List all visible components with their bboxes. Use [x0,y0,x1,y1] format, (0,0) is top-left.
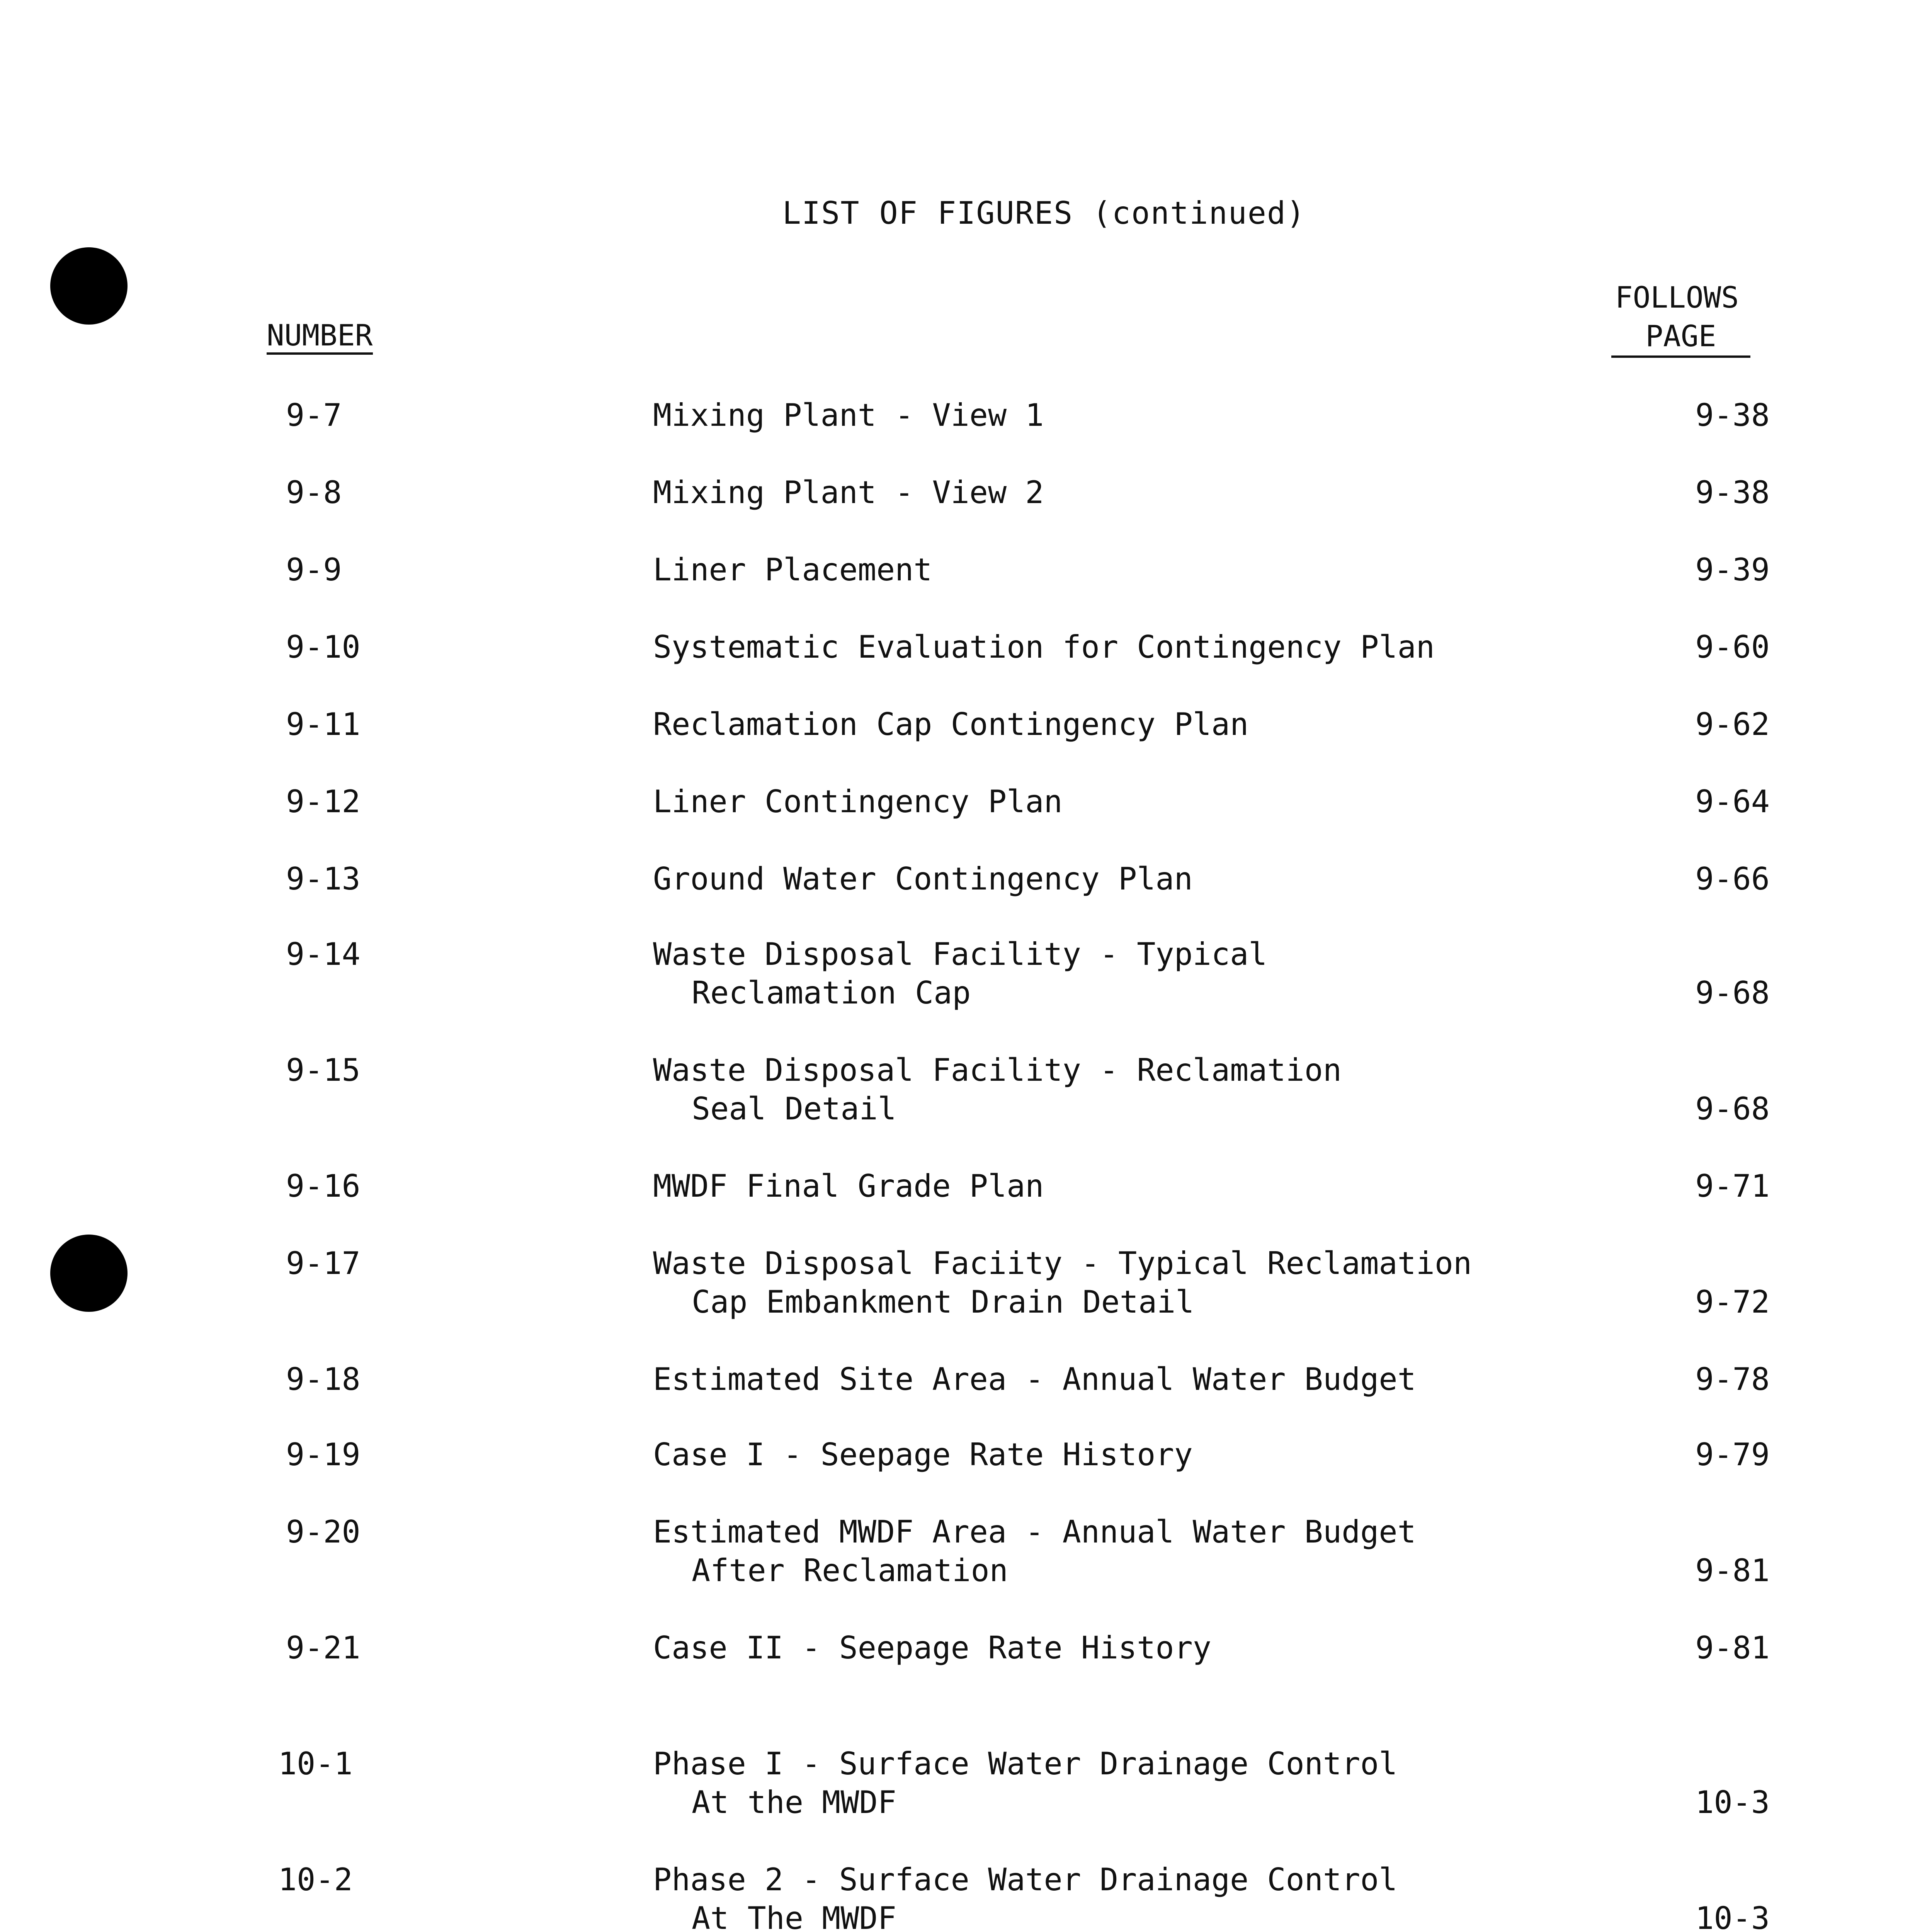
figure-title-line: Waste Disposal Facility - Reclamation [653,1052,1342,1088]
figure-title-line: Liner Placement [653,552,932,588]
figure-title-continuation: At The MWDF [692,1900,896,1932]
figure-page: 9-39 [1695,552,1770,588]
figure-page: 9-78 [1695,1361,1770,1397]
figure-title [653,1435,1542,1474]
number-column-header: NUMBER [267,321,373,355]
figure-title-line: Waste Disposal Faciity - Typical Reclamation [653,1245,1472,1281]
figure-number: 9-13 [286,861,361,897]
figure-title [653,628,1542,667]
figure-number: 9-15 [286,1052,361,1088]
figure-page: 9-64 [1695,784,1770,820]
figure-title [653,473,1542,512]
figure-title-continuation: Cap Embankment Drain Detail [692,1284,1194,1320]
follows-label: FOLLOWS [1615,280,1739,315]
figure-title-continuation: After Reclamation [692,1553,1008,1588]
figure-number: 10-2 [278,1862,353,1898]
figure-page: 9-79 [1695,1437,1770,1473]
figure-title-line: Estimated MWDF Area - Annual Water Budget [653,1514,1416,1550]
figure-page: 9-68 [1695,1091,1770,1127]
figure-title [653,935,1542,1012]
figure-title-line: Systematic Evaluation for Contingency Plan [653,629,1435,665]
figure-number: 9-7 [286,397,342,433]
figure-number: 9-16 [286,1168,361,1204]
figure-title-line: Ground Water Contingency Plan [653,861,1193,897]
figure-title [653,1861,1542,1932]
page-title: LIST OF FIGURES (continued) [782,195,1306,231]
figure-number: 9-8 [286,474,342,510]
figure-title-line: Estimated Site Area - Annual Water Budget [653,1361,1416,1397]
figure-title [653,396,1542,435]
figure-title-line: Reclamation Cap Contingency Plan [653,706,1249,742]
figure-title-line: Phase I - Surface Water Drainage Control [653,1746,1398,1782]
figure-number: 9-14 [286,936,361,972]
figure-page: 10-3 [1695,1900,1770,1932]
follows-page-column-header [1604,278,1750,358]
figure-title-continuation: Reclamation Cap [692,975,971,1011]
figure-page: 9-60 [1695,629,1770,665]
figure-page: 9-62 [1695,706,1770,742]
figure-page: 10-3 [1695,1784,1770,1820]
figure-number: 9-10 [286,629,361,665]
figure-title-line: Mixing Plant - View 1 [653,397,1044,433]
figure-number: 10-1 [278,1746,353,1782]
figure-title-line: Case I - Seepage Rate History [653,1437,1193,1473]
figure-title [653,1167,1542,1206]
figure-title [653,1051,1542,1128]
binder-hole-middle [50,1235,128,1312]
page-label: PAGE [1611,317,1750,358]
figure-page: 9-38 [1695,474,1770,510]
figure-title [653,1513,1542,1590]
figure-page: 9-68 [1695,975,1770,1011]
figure-title [653,1745,1542,1822]
figure-page: 9-66 [1695,861,1770,897]
figure-title [653,1244,1542,1321]
figure-title-line: Case II - Seepage Rate History [653,1630,1211,1666]
figure-number: 9-21 [286,1630,361,1666]
figure-number: 9-18 [286,1361,361,1397]
figure-title-line: Waste Disposal Facility - Typical [653,936,1267,972]
figure-title-continuation: At the MWDF [692,1784,896,1820]
figure-title [653,860,1542,898]
figure-page: 9-72 [1695,1284,1770,1320]
figure-page: 9-81 [1695,1553,1770,1588]
figure-title [653,551,1542,589]
figure-number: 9-9 [286,552,342,588]
figure-title-line: MWDF Final Grade Plan [653,1168,1044,1204]
figure-number: 9-12 [286,784,361,820]
figure-number: 9-20 [286,1514,361,1550]
figure-title [653,782,1542,821]
figure-title-line: Mixing Plant - View 2 [653,474,1044,510]
figure-page: 9-81 [1695,1630,1770,1666]
figure-title [653,705,1542,744]
figure-number: 9-19 [286,1437,361,1473]
figure-number: 9-11 [286,706,361,742]
binder-hole-top [50,247,128,325]
figure-page: 9-38 [1695,397,1770,433]
figure-title-line: Liner Contingency Plan [653,784,1063,820]
figure-number: 9-17 [286,1245,361,1281]
figure-page: 9-71 [1695,1168,1770,1204]
figure-title [653,1360,1542,1399]
figure-title-line: Phase 2 - Surface Water Drainage Control [653,1862,1398,1898]
figure-title-continuation: Seal Detail [692,1091,896,1127]
figure-title [653,1629,1542,1667]
